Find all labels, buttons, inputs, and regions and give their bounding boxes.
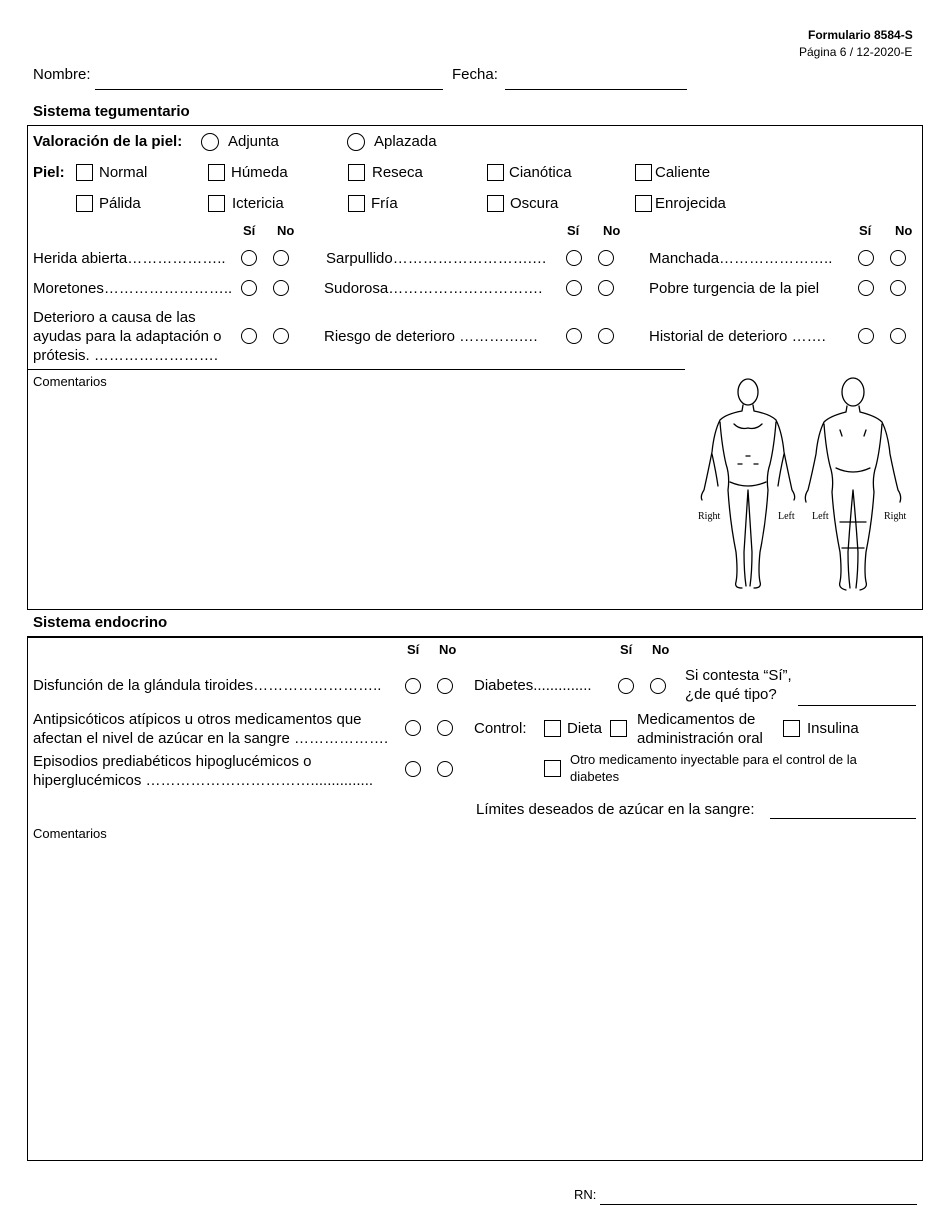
skin-pale-label: Pálida <box>99 195 141 212</box>
skin-cyanotic-checkbox[interactable] <box>487 164 504 181</box>
breakdown-risk-yes-radio[interactable] <box>566 328 582 344</box>
body-front-figure <box>701 379 794 588</box>
episodes-label: Episodios prediabéticos hipoglucémicos o hiperglucémicos ……………………………............... <box>33 753 374 789</box>
skin-jaundice-checkbox[interactable] <box>208 195 225 212</box>
bruises-no-radio[interactable] <box>273 280 289 296</box>
endocrine-comments-area[interactable] <box>30 845 918 1157</box>
date-label: Fecha: <box>452 66 498 83</box>
injectable-checkbox[interactable] <box>544 760 561 777</box>
skin-cold-checkbox[interactable] <box>348 195 365 212</box>
diabetes-no-radio[interactable] <box>650 678 666 694</box>
poor-turgor-no-radio[interactable] <box>890 280 906 296</box>
breakdown-risk-no-radio[interactable] <box>598 328 614 344</box>
open-wound-label: Herida abierta……………….. <box>33 250 226 267</box>
assessment-deferred-label: Aplazada <box>374 133 437 150</box>
episodes-no-radio[interactable] <box>437 761 453 777</box>
skin-normal-checkbox[interactable] <box>76 164 93 181</box>
sugar-limits-field[interactable] <box>770 818 916 819</box>
assessment-deferred-radio[interactable] <box>347 133 365 151</box>
rash-no-radio[interactable] <box>598 250 614 266</box>
skin-dark-label: Oscura <box>510 195 559 212</box>
sweaty-no-radio[interactable] <box>598 280 614 296</box>
breakdown-history-no-radio[interactable] <box>890 328 906 344</box>
poor-turgor-yes-radio[interactable] <box>858 280 874 296</box>
breakdown-risk-label: Riesgo de deterioro ………….… <box>324 328 539 345</box>
blotchy-label: Manchada………………….. <box>649 250 833 267</box>
diabetes-type-field[interactable] <box>798 705 916 706</box>
body-back-figure <box>805 378 900 590</box>
sugar-limits-label: Límites deseados de azúcar en la sangre: <box>476 801 755 818</box>
endocrine-col2-yes-header: Sí <box>620 642 633 657</box>
skin-jaundice-label: Ictericia <box>232 195 284 212</box>
breakdown-history-yes-radio[interactable] <box>858 328 874 344</box>
rash-label: Sarpullido……………………….… <box>326 250 547 267</box>
sweaty-yes-radio[interactable] <box>566 280 582 296</box>
thyroid-label: Disfunción de la glándula tiroides…………………….. <box>33 677 382 694</box>
diabetes-type-question: Si contesta “Sí”, ¿de qué tipo? <box>685 667 792 703</box>
integumentary-title: Sistema tegumentario <box>33 103 190 120</box>
front-right-label: Right <box>698 511 721 522</box>
assessment-attached-radio[interactable] <box>201 133 219 151</box>
antipsychotic-yes-radio[interactable] <box>405 720 421 736</box>
control-diet-checkbox[interactable] <box>544 720 561 737</box>
skin-dry-checkbox[interactable] <box>348 164 365 181</box>
skin-label: Piel: <box>33 164 65 181</box>
name-label: Nombre: <box>33 66 91 83</box>
device-breakdown-no-radio[interactable] <box>273 328 289 344</box>
skin-cold-label: Fría <box>371 195 398 212</box>
blotchy-yes-radio[interactable] <box>858 250 874 266</box>
endocrine-col2-no-header: No <box>652 642 670 657</box>
bruises-label: Moretones…………………….. <box>33 280 233 297</box>
control-diet-label: Dieta <box>567 720 603 737</box>
back-left-label: Left <box>812 511 829 522</box>
body-diagram <box>690 372 915 597</box>
form-number: Formulario 8584-S <box>808 28 913 42</box>
skin-warm-checkbox[interactable] <box>635 164 652 181</box>
poor-turgor-label: Pobre turgencia de la piel <box>649 280 820 297</box>
skin-normal-label: Normal <box>99 164 148 181</box>
blotchy-no-radio[interactable] <box>890 250 906 266</box>
skin-red-checkbox[interactable] <box>635 195 652 212</box>
assessment-attached-label: Adjunta <box>228 133 279 150</box>
skin-moist-label: Húmeda <box>231 164 288 181</box>
antipsychotic-no-radio[interactable] <box>437 720 453 736</box>
date-field[interactable] <box>505 89 687 90</box>
col2-yes-header: Sí <box>567 223 580 238</box>
episodes-yes-radio[interactable] <box>405 761 421 777</box>
breakdown-history-label: Historial de deterioro ……. <box>649 328 826 345</box>
rash-yes-radio[interactable] <box>566 250 582 266</box>
col1-no-header: No <box>277 223 295 238</box>
bruises-yes-radio[interactable] <box>241 280 257 296</box>
col3-yes-header: Sí <box>859 223 872 238</box>
control-oral-label: Medicamentos de administración oral <box>637 711 763 747</box>
front-left-label: Left <box>778 511 795 522</box>
rn-label: RN: <box>574 1187 597 1202</box>
endocrine-col1-yes-header: Sí <box>407 642 420 657</box>
antipsychotic-label: Antipsicóticos atípicos u otros medicamentos que afectan el nivel de azúcar en la sangre ………………. <box>33 711 389 747</box>
col2-no-header: No <box>603 223 621 238</box>
diabetes-label: Diabetes.............. <box>474 677 592 694</box>
open-wound-no-radio[interactable] <box>273 250 289 266</box>
diabetes-yes-radio[interactable] <box>618 678 634 694</box>
col3-no-header: No <box>895 223 913 238</box>
control-oral-checkbox[interactable] <box>610 720 627 737</box>
control-insulin-checkbox[interactable] <box>783 720 800 737</box>
endocrine-comments-label: Comentarios <box>33 826 107 841</box>
back-right-label: Right <box>884 511 907 522</box>
skin-dark-checkbox[interactable] <box>487 195 504 212</box>
skin-assessment-label: Valoración de la piel: <box>33 133 183 150</box>
skin-pale-checkbox[interactable] <box>76 195 93 212</box>
name-field[interactable] <box>95 89 443 90</box>
thyroid-no-radio[interactable] <box>437 678 453 694</box>
device-breakdown-yes-radio[interactable] <box>241 328 257 344</box>
skin-moist-checkbox[interactable] <box>208 164 225 181</box>
rn-signature-field[interactable] <box>600 1204 917 1205</box>
endocrine-col1-no-header: No <box>439 642 457 657</box>
thyroid-yes-radio[interactable] <box>405 678 421 694</box>
skin-cyanotic-label: Cianótica <box>509 164 572 181</box>
control-label: Control: <box>474 720 527 737</box>
control-insulin-label: Insulina <box>807 720 859 737</box>
open-wound-yes-radio[interactable] <box>241 250 257 266</box>
endocrine-title: Sistema endocrino <box>33 614 168 631</box>
sweaty-label: Sudorosa…………………………. <box>324 280 543 297</box>
integumentary-comments-divider <box>27 369 685 370</box>
integumentary-comments-area[interactable] <box>30 392 685 606</box>
device-breakdown-label: Deterioro a causa de las ayudas para la adaptación o prótesis. ……………………. <box>33 309 222 364</box>
page-info: Página 6 / 12-2020-E <box>799 45 913 59</box>
col1-yes-header: Sí <box>243 223 256 238</box>
skin-red-label: Enrojecida <box>655 195 726 212</box>
skin-dry-label: Reseca <box>372 164 423 181</box>
skin-warm-label: Caliente <box>655 164 711 181</box>
injectable-label: Otro medicamento inyectable para el control de la diabetes <box>570 752 857 784</box>
integumentary-comments-label: Comentarios <box>33 374 107 389</box>
